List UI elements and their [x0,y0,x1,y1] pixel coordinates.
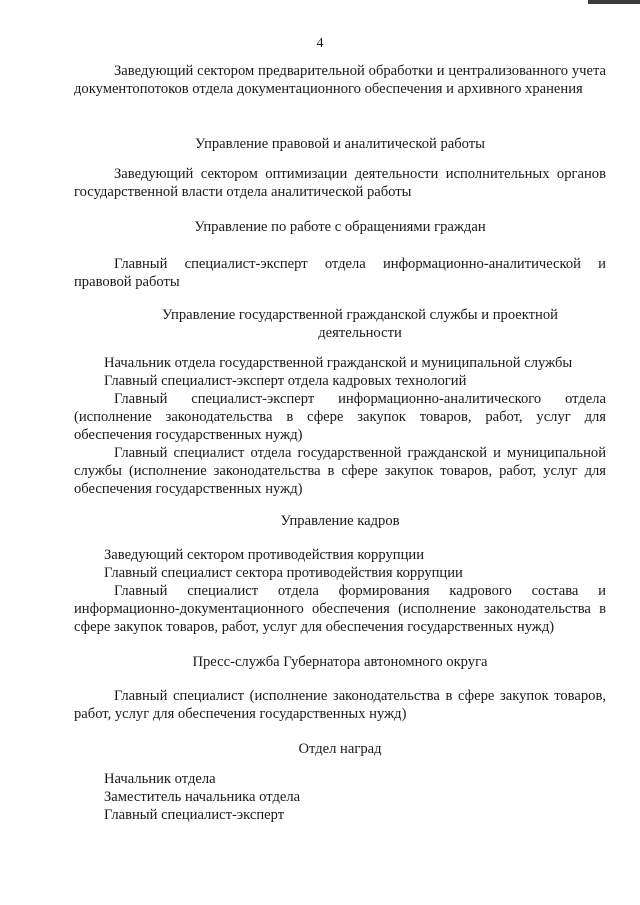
personnel-section [74,512,606,530]
page-number: 4 [316,36,324,51]
list-item: Главный специалист сектора противодействия коррупции [104,565,463,581]
press-heading: Пресс-служба Губернатора автономного округа [192,654,488,670]
legal-paragraph: Заведующий сектором оптимизации деятельности исполнительных органов государственной власти отдела аналитической работы [74,166,606,200]
civil-service-section [140,306,580,342]
list-item: Заведующий сектором противодействия коррупции [104,547,424,563]
list-item: Главный специалист-эксперт [104,807,285,823]
personnel-heading: Управление кадров [280,513,400,529]
press-paragraph: Главный специалист (исполнение законодательства в сфере закупок товаров, работ, услуг для обеспечения государственных нужд) [74,688,606,722]
appeals-body [74,255,606,291]
awards-section [74,740,606,758]
awards-heading: Отдел наград [298,741,382,757]
appeals-paragraph: Главный специалист-эксперт отдела информационно-аналитической и правовой работы [74,256,606,290]
list-item: Главный специалист отдела государственной гражданской и муниципальной службы (исполнение законодательства в сфере закупок товаров, работ, услуг для обеспечения государственных нужд) [74,445,606,497]
civil-service-body [74,354,606,498]
scan-edge-mark [588,0,640,4]
press-section [74,653,606,671]
list-item: Главный специалист-эксперт отдела кадровых технологий [104,373,467,389]
list-item: Заместитель начальника отдела [104,789,301,805]
awards-body [74,770,606,824]
list-item: Начальник отдела государственной гражданской и муниципальной службы [104,355,573,371]
press-body [74,687,606,723]
list-item: Главный специалист-эксперт информационно-аналитического отдела (исполнение законодательства в сфере закупок товаров, работ, услуг для обеспечения государственных нужд) [74,391,606,443]
personnel-body [74,546,606,636]
appeals-heading: Управление по работе с обращениями граждан [194,219,486,235]
civil-service-heading: Управление государственной гражданской службы и проектной деятельности [162,307,558,341]
list-item: Главный специалист отдела формирования кадрового состава и информационно-документационного обеспечения (исполнение законодательства в сфере закупок товаров, работ, услуг для обеспечения государственных нужд) [74,583,606,635]
intro-section [74,62,606,98]
legal-section [74,135,606,153]
legal-heading: Управление правовой и аналитической работы [195,136,485,152]
intro-paragraph: Заведующий сектором предварительной обработки и централизованного учета документопотоков отдела документационного обеспечения и архивного хранения [74,63,606,97]
list-item: Начальник отдела [104,771,216,787]
legal-body [74,165,606,201]
appeals-section [74,218,606,236]
